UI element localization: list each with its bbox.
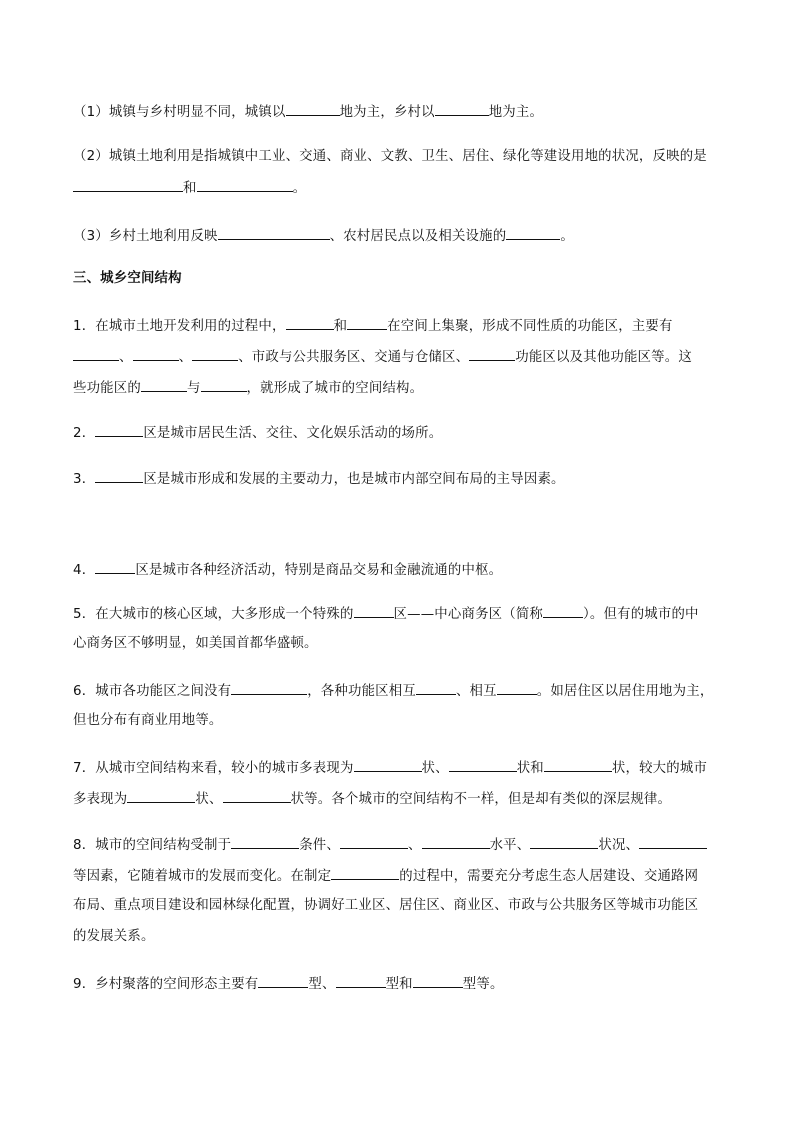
fill-blank[interactable] <box>336 974 386 988</box>
text-run: 地为主，乡村以 <box>339 105 435 120</box>
fill-blank[interactable] <box>331 866 399 880</box>
item6-line-1 <box>73 681 713 701</box>
text-run: ，各种功能区相互 <box>307 684 416 699</box>
text-run: ）。但有的城市的中 <box>583 607 699 622</box>
item3-line <box>73 469 565 489</box>
text-run: 状等。各个城市的空间结构不一样，但是却有类似的深层规律。 <box>290 792 672 807</box>
fill-blank[interactable] <box>422 835 490 849</box>
text-run: 区是城市居民生活、交往、文化娱乐活动的场所。 <box>143 426 443 441</box>
text-run: 与 <box>186 381 201 396</box>
text-run: 2． <box>73 426 96 441</box>
text-run: 。如居住区以居住用地为主， <box>536 684 714 699</box>
text-run: （2）城镇土地利用是指城镇中工业、交通、商业、文教、卫生、居住、绿化等建设用地的状况，反映的是 <box>73 149 707 164</box>
fill-blank[interactable] <box>231 681 307 695</box>
fill-blank[interactable] <box>133 347 179 361</box>
text-run: 型和 <box>385 977 413 992</box>
text-run: 状况、 <box>598 838 640 853</box>
fill-blank[interactable] <box>435 102 489 116</box>
fill-blank[interactable] <box>639 835 707 849</box>
fill-blank[interactable] <box>286 316 334 330</box>
text-run: 9．乡村聚落的空间形态主要有 <box>73 977 259 992</box>
fill-blank[interactable] <box>544 758 612 772</box>
item1-line-2 <box>73 347 692 367</box>
text-run: 等因素，它随着城市的发展而变化。在制定 <box>73 869 332 884</box>
fill-blank[interactable] <box>192 347 238 361</box>
text-run: 。 <box>560 229 574 244</box>
text-run: 状和 <box>516 761 544 776</box>
item4-line <box>73 560 502 580</box>
text-run: 区——中心商务区（简称 <box>393 607 544 622</box>
text-run: 水平、 <box>489 838 531 853</box>
item8-line-4 <box>73 928 155 946</box>
text-run: 4． <box>73 563 96 578</box>
item8-line-3 <box>73 897 698 915</box>
fill-blank[interactable] <box>530 835 598 849</box>
q2-line-1 <box>73 148 707 166</box>
text-run: 的发展关系。 <box>73 929 155 944</box>
text-run: 状，较大的城市 <box>611 761 708 776</box>
q1-line <box>73 102 543 122</box>
text-run: 1．在城市土地开发利用的过程中， <box>73 319 286 334</box>
item7-line-2 <box>73 789 671 809</box>
fill-blank[interactable] <box>497 681 537 695</box>
item2-line <box>73 423 442 443</box>
item8-line-2 <box>73 866 698 886</box>
text-run: 些功能区的 <box>73 381 141 396</box>
fill-blank[interactable] <box>354 758 422 772</box>
item9-line <box>73 974 504 994</box>
item6-line-2 <box>73 712 223 730</box>
item1-line-1 <box>73 316 673 336</box>
text-run: 和 <box>333 319 348 334</box>
fill-blank[interactable] <box>416 681 456 695</box>
text-run: 5．在大城市的核心区域，大多形成一个特殊的 <box>73 607 354 622</box>
text-run: 多表现为 <box>73 792 128 807</box>
text-run: 和 <box>183 181 197 196</box>
text-run: 8．城市的空间结构受制于 <box>73 838 232 853</box>
fill-blank[interactable] <box>543 604 583 618</box>
text-run: 条件、 <box>299 838 340 853</box>
text-run: 但也分布有商业用地等。 <box>73 713 223 728</box>
text-run: 。 <box>292 181 307 196</box>
item7-line-1 <box>73 758 707 778</box>
text-run: 、相互 <box>455 684 497 699</box>
text-run: （3）乡村土地利用反映 <box>73 229 218 244</box>
text-run: 型、 <box>308 977 336 992</box>
fill-blank[interactable] <box>95 423 143 437</box>
fill-blank[interactable] <box>506 226 560 240</box>
item1-line-3 <box>73 378 423 398</box>
text-run: 地为主。 <box>488 105 544 120</box>
text-run: 的过程中，需要充分考虑生态人居建设、交通路网 <box>399 869 699 884</box>
text-run: （1）城镇与乡村明显不同，城镇以 <box>73 105 286 120</box>
text-run: 、 <box>408 838 422 853</box>
text-run: 区是城市各种经济活动，特别是商品交易和金融流通的中枢。 <box>135 563 503 578</box>
q3-line <box>73 226 574 246</box>
text-run: 、 <box>178 350 193 365</box>
fill-blank[interactable] <box>201 378 247 392</box>
text-run: 7．从城市空间结构来看，较小的城市多表现为 <box>73 761 354 776</box>
fill-blank[interactable] <box>286 102 340 116</box>
text-run: 、 <box>119 350 133 365</box>
section-heading: 三、城乡空间结构 <box>73 271 182 286</box>
fill-blank[interactable] <box>449 758 517 772</box>
fill-blank[interactable] <box>469 347 515 361</box>
fill-blank[interactable] <box>258 974 308 988</box>
fill-blank[interactable] <box>231 835 299 849</box>
text-run: ，就形成了城市的空间结构。 <box>246 381 424 396</box>
fill-blank[interactable] <box>223 789 291 803</box>
item5-line-1 <box>73 604 699 624</box>
text-run: 在空间上集聚，形成不同性质的功能区，主要有 <box>387 319 673 334</box>
text-run: 功能区以及其他功能区等。这 <box>515 350 692 365</box>
fill-blank[interactable] <box>95 469 143 483</box>
item8-line-1 <box>73 835 707 855</box>
fill-blank[interactable] <box>197 178 293 192</box>
text-run: 、农村居民点以及相关设施的 <box>329 229 507 244</box>
fill-blank[interactable] <box>73 347 119 361</box>
text-run: 状、 <box>195 792 223 807</box>
fill-blank[interactable] <box>340 835 408 849</box>
fill-blank[interactable] <box>347 316 387 330</box>
q2-line-2 <box>73 178 306 198</box>
fill-blank[interactable] <box>127 789 195 803</box>
text-run: 6．城市各功能区之间没有 <box>73 684 232 699</box>
text-run: 型等。 <box>462 977 504 992</box>
fill-blank[interactable] <box>95 560 135 574</box>
text-run: 、市政与公共服务区、交通与仓储区、 <box>238 350 470 365</box>
text-run: 3． <box>73 472 96 487</box>
item5-line-2 <box>73 635 318 653</box>
fill-blank[interactable] <box>413 974 463 988</box>
fill-blank[interactable] <box>218 226 330 240</box>
fill-blank[interactable] <box>141 378 187 392</box>
text-run: 状、 <box>421 761 449 776</box>
text-run: 区是城市形成和发展的主要动力，也是城市内部空间布局的主导因素。 <box>143 472 565 487</box>
text-run: 布局、重点项目建设和园林绿化配置，协调好工业区、居住区、商业区、市政与公共服务区等城市功能区 <box>73 898 699 913</box>
fill-blank[interactable] <box>354 604 394 618</box>
fill-blank[interactable] <box>73 178 183 192</box>
text-run: 心商务区不够明显，如美国首都华盛顿。 <box>73 636 318 651</box>
